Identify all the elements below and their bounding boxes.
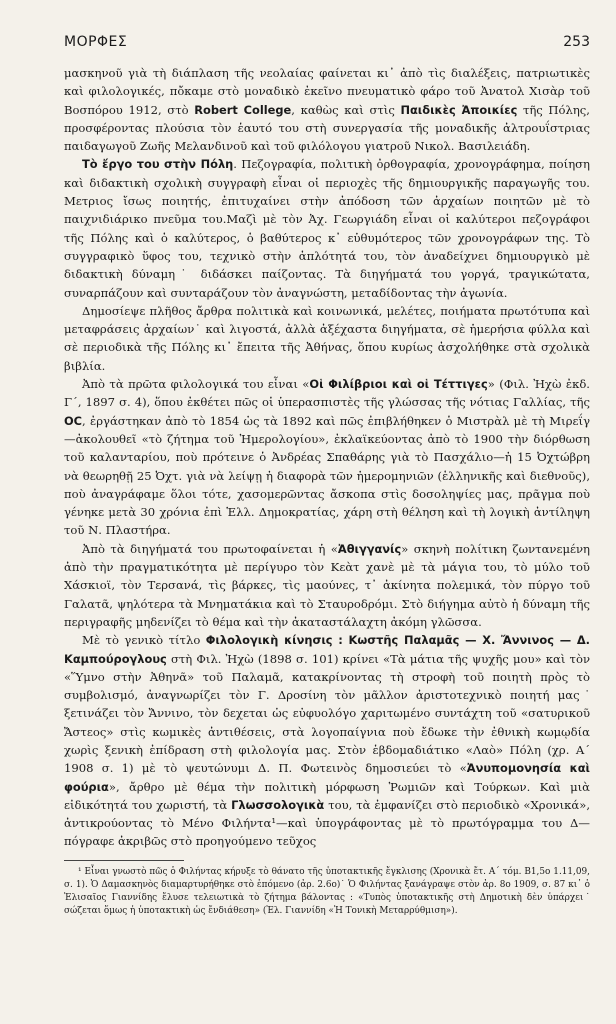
bold-title: Ἀνυπομονησία καὶ φούρια	[64, 761, 590, 794]
bold-title: Φιλολογικὴ κίνησις : Κωστῆς Παλαμᾶς — Χ. Ἄννινος — Δ. Καμπούρογλους	[64, 633, 590, 666]
paragraph	[64, 540, 590, 631]
text-run: . Πεζογραφία, πολιτικὴ ὀρθογραφία, χρονογράφημα, ποίηση καὶ διδακτικὴ σχολικὴ συγγραφὴ εἶναι οἱ περιοχὲς τῆς δημιουργικῆς παραγωγῆς του. Μετριος ἴσως ποιητής, ἐπιτυχαίνει στὴν ἀπόδοση τῶν ἀρχαίων ποιητῶν μὲ τὸ παιχνιδιάρικο πνεῦμα του.Μαζὶ μὲ τὸν Ἀχ. Γεωργιάδη εἶναι οἱ καλύτεροι πεζογράφοι τῆς Πόλης καὶ ὁ καλύτερος, ὁ βαθύτερος κ᾽ εὐθυμότερος τῶν χρονογράφων της. Τὸ συγγραφικὸ ὕφος του, τεχνικὸ στὴν ἁπλότητά του, τὸν ἀναδείχνει δημιουργικὸ μὲ διδακτικὴ δύναμη˙ διδάσκει παίζοντας. Τὰ διηγήματά του γοργά, τραγικώτατα, συναρπάζουν καὶ συνταράζουν τὸν ἀναγνώστη, μεταδίδοντας τὴν ἀγωνία.	[64, 157, 590, 300]
bold-title: Παιδικὲς Ἀποικίες	[400, 102, 518, 117]
text-run: Δημοσίεψε πλῆθος ἄρθρα πολιτικὰ καὶ κοινωνικά, μελέτες, ποιήματα πρωτότυπα καὶ μεταφράσεις ἀρχαίων˙ καὶ λιγοστά, ἀλλὰ ἀξέχαστα διηγήματα, σὲ ἡμερήσια φύλλα καὶ σὲ περιοδικὰ τῆς Πόλης κι᾽ ἔπειτα τῆς Ἀθήνας, ὅπου κυρίως ἀσχολήθηκε στὰ σχολικὰ βιβλία.	[64, 303, 590, 373]
paragraph	[64, 155, 590, 301]
text-run: », ἄρθρο μὲ θέμα τὴν πολιτικὴ μόρφωση Ῥωμιῶν καὶ Τούρκων. Καὶ μιὰ εἰδικότητά του χωριστή, τὰ	[64, 779, 590, 812]
paragraph	[64, 302, 590, 375]
text-run: , καθὼς καὶ στὶς	[291, 102, 401, 117]
paragraph	[64, 375, 590, 540]
text-run: » σκηνὴ πολίτικη ζωντανεμένη ἀπὸ τὴν πραγματικότητα μὲ περίγυρο τὸν Κεὰτ χανὲ μὲ τὰ μάγια του, τὸ μύλο τοῦ Χάσκιοϊ, τὸν Τερσανά, τὶς βάρκες, τὶς μαούνες, τ᾽ ἀκίνητα πολεμικά, τὸν πύργο τοῦ Γαλατᾶ, ψηλότερα τὰ Μνηματάκια καὶ τὸ Σταυροδρόμι. Στὸ διήγημα αὐτὸ ἡ δύναμη τῆς περιγραφῆς μηδενίζει τὸ θέμα καὶ τὴν ἀκαταστάλαχτη ἀκόμη γλῶσσα.	[64, 541, 591, 629]
text-run: » (Φιλ. Ἠχὼ ἐκδ. Γ΄, 1897 σ. 4), ὅπου ἐκθέτει πῶς οἱ ὑπερασπιστὲς τῆς γλώσσας τῆς νότιας Γαλλίας, τῆς	[64, 377, 590, 410]
body-text	[64, 64, 590, 851]
bold-title: Robert College	[194, 102, 292, 117]
bold-title: Οἱ Φιλίβριοι καὶ οἱ Τέττιγες	[309, 377, 488, 392]
page-number: 253	[563, 34, 590, 50]
text-run: μασκηνοῦ γιὰ τὴ διάπλαση τῆς νεολαίας φαίνεται κι᾽ ἀπὸ τὶς διαλέξεις, πατριωτικὲς καὶ φιλολογικές, πὄκαμε στὸ μοναδικὸ ἐκεῖνο πνευματικὸ φάρο τοῦ Ἀνατολ Χισὰρ τοῦ Βοσπόρου 1912, στὸ	[64, 66, 590, 117]
paragraph	[64, 631, 590, 851]
running-head: ΜΟΡΦΕΣ	[64, 34, 128, 50]
page-header	[64, 34, 590, 56]
bold-title: OC	[64, 413, 83, 428]
bold-title: Τὸ ἔργο του στὴν Πόλη	[82, 157, 234, 172]
text-run: του, τὰ ἐμφανίζει στὸ περιοδικὸ «Χρονικά», ἀντικρούοντας τὸ Μένο Φιλήντα¹—καὶ ὑπογράφοντας μὲ τὸ πρωτόγραμμα του Δ—πόγραφε ἀκριβῶς στὸ προηγούμενο τεῦχος	[64, 797, 591, 849]
text-run: Ἀπὸ τὰ διηγήματά του πρωτοφαίνεται ἡ «	[82, 541, 338, 556]
text-run: , ἐργάστηκαν ἀπὸ τὸ 1854 ὡς τὰ 1892 καὶ πῶς ἐπιβλήθηκεν ὁ Μιστρὰλ μὲ τὴ Μιρεΐγ—ἀκολουθεῖ «τὸ ζήτημα τοῦ Ἡμερολογίου», ἐκλαϊκεύοντας ἀπὸ τὸ 1900 τὴν διόρθωση τοῦ καλανταρίου, ποὺ πρότεινε ὁ Ἀνδρέας Σπαθάρης γιὰ τὸ Πασχάλιο—ἡ 15 Ὀχτώβρη νὰ θεωρηθῇ 25 Ὀχτ. γιὰ νὰ λείψῃ ἡ διαφορὰ τῶν ἡμερομηνιῶν (ἑλληνικῆς καὶ διεθνοῦς), ποὺ ἀναγράφαμε ὅλοι τότε, χασομερῶντας ἄσκοπα στὶς δοσοληψίες μας, πρᾶγμα ποὺ γένηκε μετὰ 30 χρόνια ἐπὶ Ἑλλ. Δημοκρατίας, χάρη στὴ θέληση καὶ τὴ λογικὴ ἀντίληψη τοῦ Ν. Πλαστήρα.	[64, 413, 590, 538]
footnote-divider	[64, 860, 184, 861]
footnotes	[64, 866, 590, 918]
bold-title: Γλωσσολογικὰ	[231, 797, 325, 812]
footnote: ¹ Εἶναι γνωστὸ πῶς ὁ Φιλήντας κήρυξε τὸ θάνατο τῆς ὑποτακτικῆς ἔγκλισης (Χρονικὰ ἔτ. Α΄ τόμ. Β1,5ο 1.11,09, σ. 1). Ὁ Δαμασκηνὸς διαμαρτυρήθηκε στὸ ἑπόμενο (ἀρ. 2.6ο)˙ Ὁ Φιλήντας ξανάγραψε στὸν ἀρ. 8ο 1909, σ. 87 κι᾽ ὁ Ἐλισαῖος Γιαννίδης ἔλυσε τελειωτικὰ τὸ ζήτημα βάλοντας : «Τυπὸς ὑποτακτικῆς στὴ Δημοτικὴ δὲν ὑπάρχει˙ σώζεται ὅμως ἡ ὑποτακτικὴ ὡς ἔνδιάθεση» (Ἐλ. Γιαννίδη «Ἡ Τονικὴ Μεταρρύθμιση»).	[64, 867, 590, 916]
bold-title: Ἀθιγγανίς	[337, 541, 402, 556]
text-run: τῆς Πόλης, προσφέροντας πλούσια τὸν ἑαυτό του στὴ συνεργασία τῆς μοναδικῆς ἀλτρουΐστριας παιδαγωγοῦ Ζωῆς Μελανδινοῦ καὶ τοῦ φιλόλογου γιατροῦ Νικολ. Βασιλειάδη.	[64, 102, 590, 154]
text-run: Μὲ τὸ γενικὸ τίτλο	[82, 633, 206, 648]
text-run: στὴ Φιλ. Ἠχὼ (1898 σ. 101) κρίνει «Τὰ μάτια τῆς ψυχῆς μου» καὶ τὸν «Ὕμνο στὴν Ἀθηνᾶ» τοῦ Παλαμᾶ, κατακρίνοντας τὴ στροφὴ τοῦ ποιητὴ πρὸς τὸ συμβολισμό, ἀναγνωρίζει τὸν Γ. Δροσίνη τὸν μᾶλλον ἀριστοτεχνικὸ ποιητή μας˙ ξετινάζει τὸν Ἄννινο, τὸν δεχεται ὡς εὐφυολόγο χαριτωμένο συντάχτη τοῦ «σατυρικοῦ Ἄστεος» στὶς κωμικὲς ἀντιθέσεις, στὰ λογοπαίγνια ποὺ ἔδωκε τὴν ἐθνικὴ κωμῳδία χωρὶς ξενικὴ ἐπίδραση στὴ φιλολογία μας. Στὸν ἑβδομαδιάτικο «Λαὸ» Πόλη (χρ. Α΄ 1908 σ. 1) μὲ τὸ ψευτώνυμι Δ. Π. Φωτεινὸς δημοσιεύει τὸ «	[64, 651, 590, 776]
paragraph	[64, 64, 590, 155]
text-run: Ἀπὸ τὰ πρῶτα φιλολογικά του εἶναι «	[82, 377, 310, 392]
